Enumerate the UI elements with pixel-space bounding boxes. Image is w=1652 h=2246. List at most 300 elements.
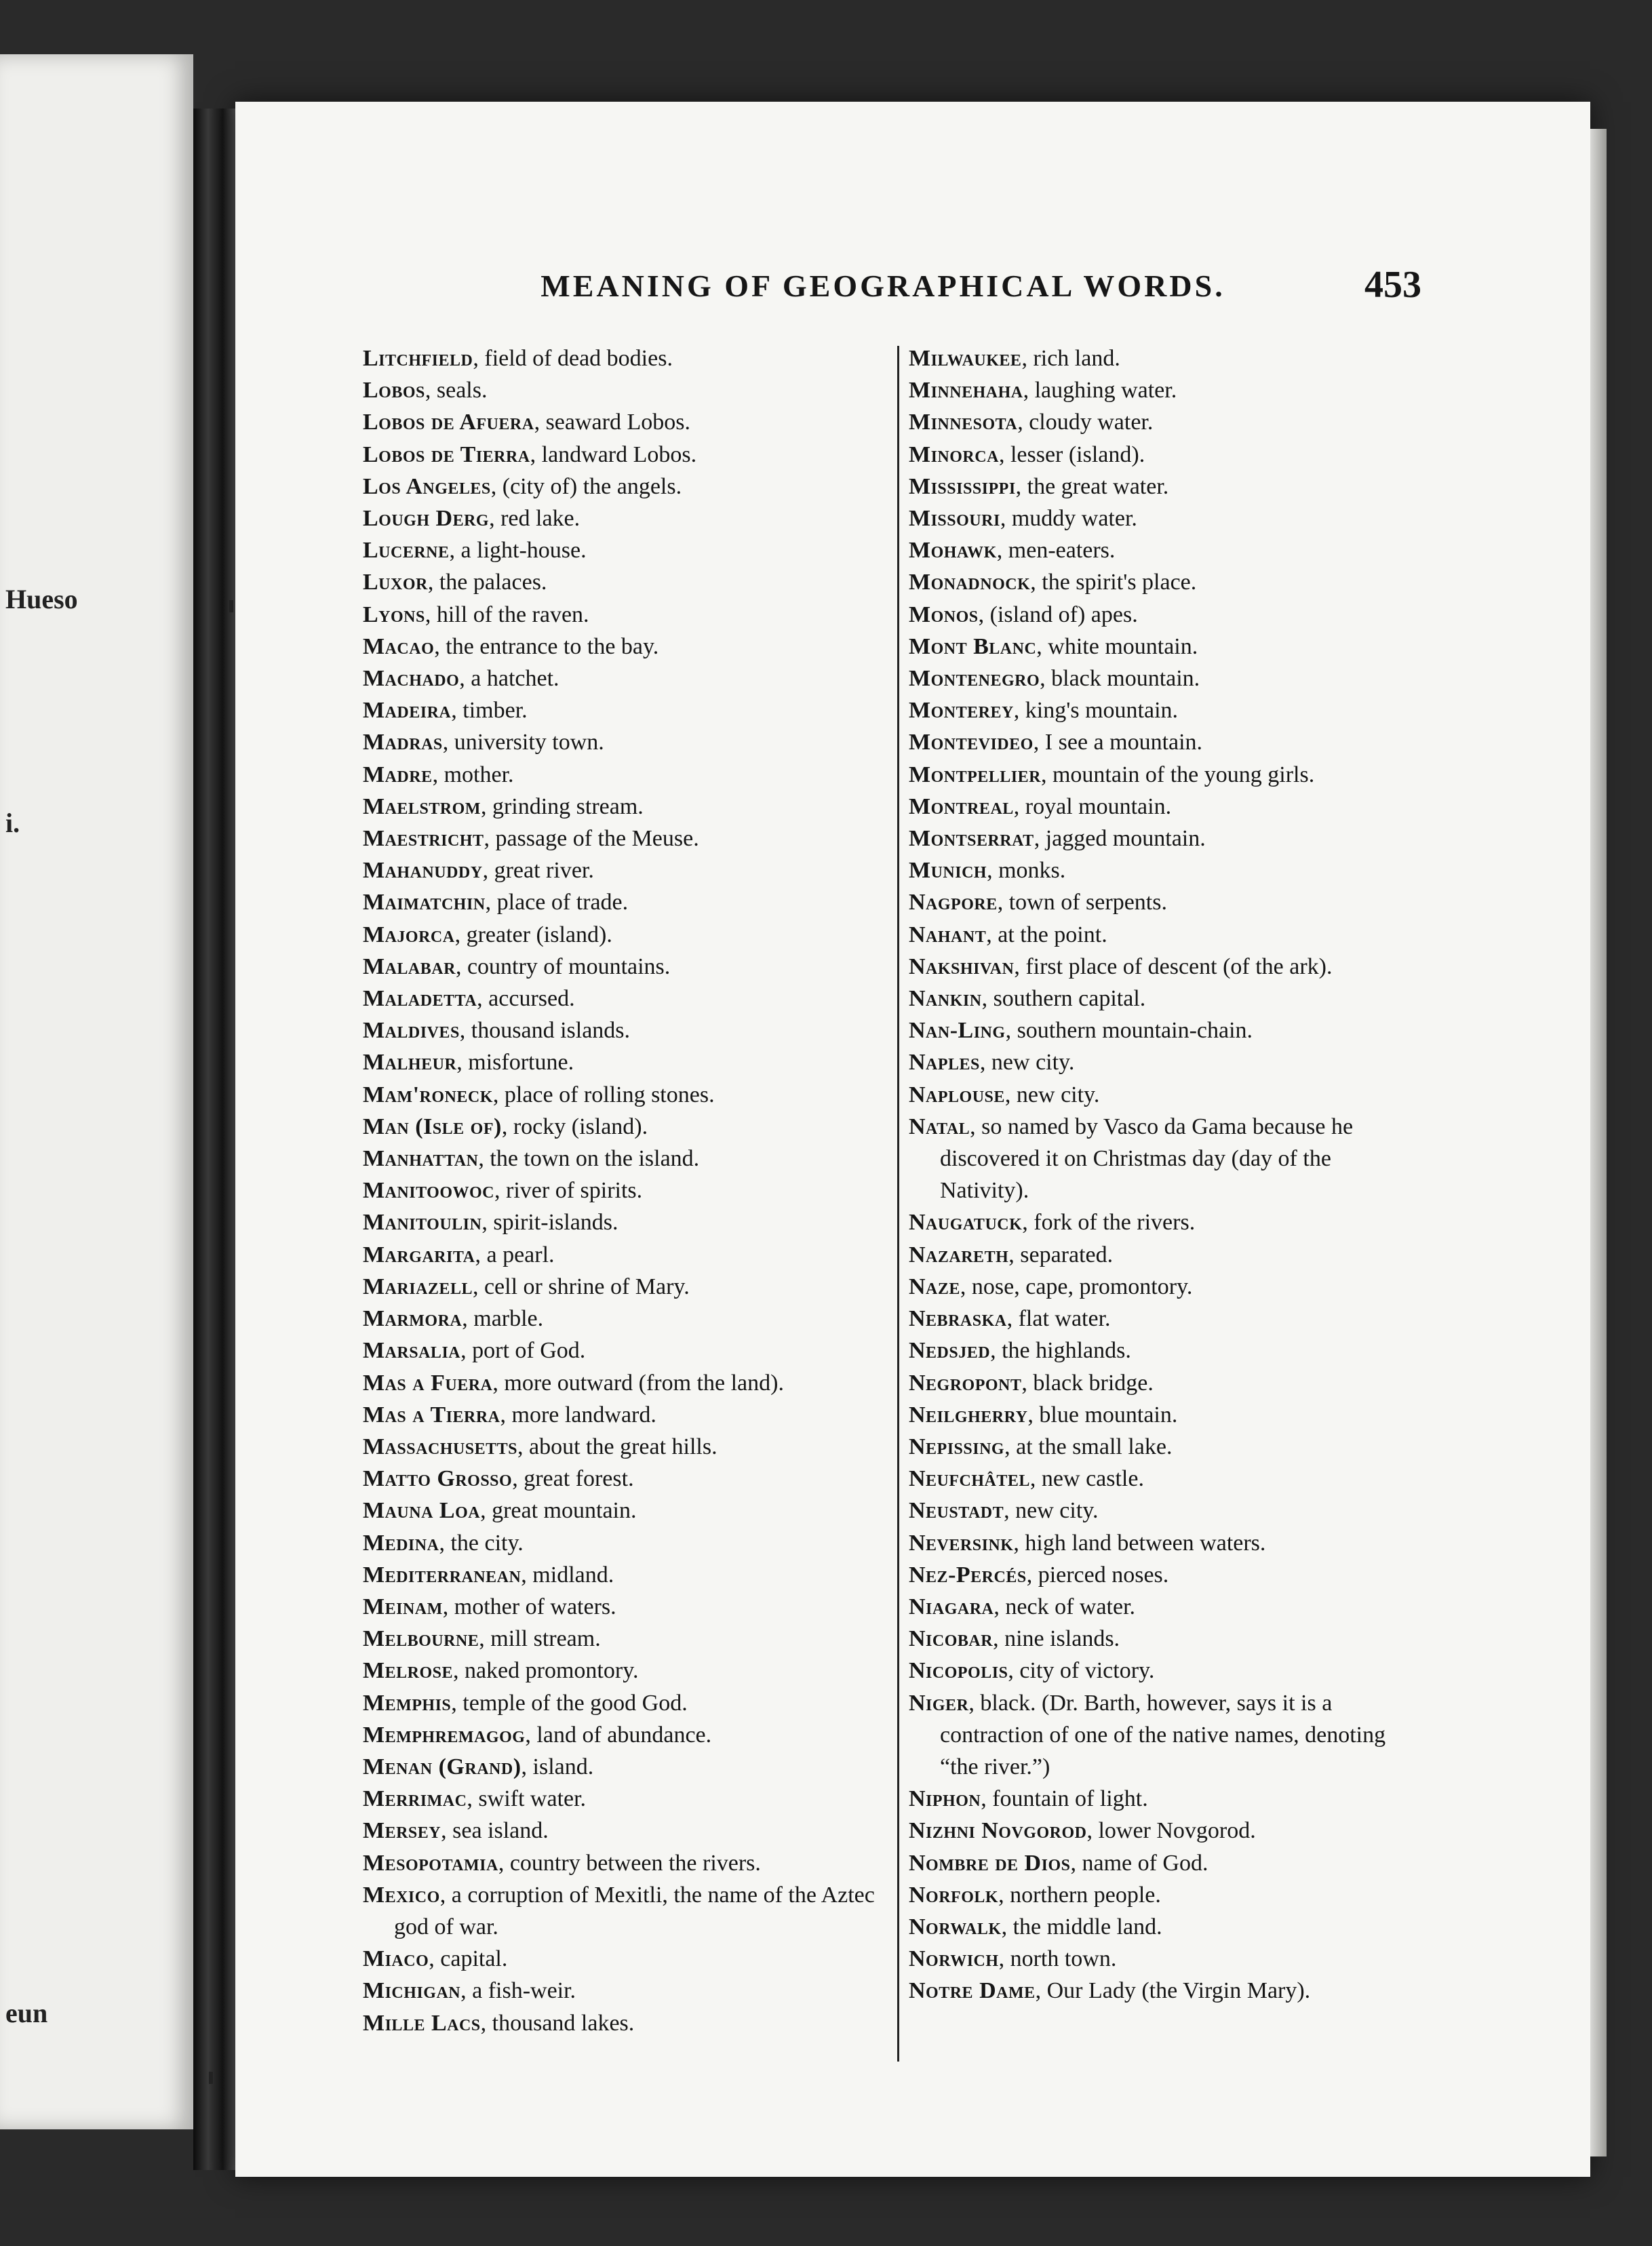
- entry-headword: Melbourne: [363, 1626, 479, 1652]
- entry-definition: , name of God.: [1070, 1850, 1208, 1876]
- entry-headword: Nepissing: [909, 1434, 1005, 1459]
- dictionary-entry: [363, 1975, 885, 2007]
- entry-headword: Niphon: [909, 1786, 981, 1812]
- entry-definition: , mother of waters.: [442, 1594, 616, 1619]
- dictionary-entry: [909, 854, 1424, 886]
- dictionary-entry: [909, 1559, 1424, 1591]
- entry-definition: , lesser (island).: [998, 441, 1145, 467]
- entry-definition: , laughing water.: [1023, 378, 1177, 403]
- column-divider: [897, 346, 899, 2062]
- entry-definition: , a fish-weir.: [460, 1978, 576, 2004]
- entry-headword: Minorca: [909, 441, 999, 467]
- entry-headword: Maimatchin: [363, 890, 486, 915]
- entry-headword: Mississippi: [909, 473, 1016, 499]
- entry-definition: , fountain of light.: [981, 1786, 1148, 1812]
- entry-definition: , I see a mountain.: [1033, 730, 1203, 755]
- dictionary-entry: [363, 1495, 885, 1526]
- entry-definition: , accursed.: [477, 986, 575, 1012]
- dictionary-entry: [363, 1591, 885, 1623]
- entry-definition: , king's mountain.: [1013, 698, 1179, 724]
- dictionary-entry: [909, 1111, 1424, 1207]
- entry-headword: Natal: [909, 1114, 970, 1139]
- entry-headword: Litchfield: [363, 346, 473, 371]
- entry-definition: , place of trade.: [485, 890, 629, 915]
- entry-headword: Missouri: [909, 506, 1000, 532]
- dictionary-entry: [909, 791, 1424, 823]
- dictionary-entry: [363, 1175, 885, 1206]
- dictionary-entry: [909, 823, 1424, 854]
- dictionary-entry: [909, 534, 1424, 566]
- entry-definition: , northern people.: [998, 1882, 1161, 1908]
- dictionary-entry: [909, 471, 1424, 503]
- entry-definition: , fork of the rivers.: [1022, 1210, 1196, 1236]
- dictionary-entry: [363, 1335, 885, 1366]
- entry-definition: , muddy water.: [1000, 506, 1137, 532]
- entry-definition: , black bridge.: [1021, 1370, 1154, 1396]
- entry-headword: Malheur: [363, 1050, 457, 1076]
- dictionary-entry: [909, 1463, 1424, 1495]
- dictionary-entry: [909, 919, 1424, 951]
- entry-headword: Monos: [909, 602, 979, 627]
- dictionary-entry: [909, 1206, 1424, 1238]
- dictionary-entry: [363, 406, 885, 438]
- previous-page-fragment: eun: [5, 1998, 48, 2028]
- dictionary-entry: [363, 1687, 885, 1719]
- entry-definition: , swift water.: [467, 1786, 587, 1812]
- entry-headword: Lough Derg: [363, 506, 490, 532]
- entry-headword: Mille Lacs: [363, 2010, 481, 2036]
- entry-definition: , the middle land.: [1001, 1914, 1162, 1939]
- entry-headword: Lobos de Afuera: [363, 410, 534, 435]
- dictionary-entry: [363, 886, 885, 918]
- dictionary-entry: [909, 694, 1424, 726]
- entry-definition: , midland.: [521, 1562, 614, 1588]
- dictionary-entry: [909, 1943, 1424, 1975]
- entry-headword: Madras: [363, 730, 443, 755]
- entry-headword: Nicobar: [909, 1626, 994, 1652]
- entry-headword: Margarita: [363, 1242, 475, 1267]
- entry-definition: , a pearl.: [475, 1242, 555, 1267]
- entry-definition: , about the great hills.: [517, 1434, 717, 1459]
- entry-headword: Nankin: [909, 986, 982, 1012]
- entry-headword: Manhattan: [363, 1146, 479, 1172]
- entry-headword: Los Angeles: [363, 473, 491, 499]
- entry-definition: , university town.: [442, 730, 604, 755]
- entry-headword: Nahant: [909, 922, 987, 947]
- dictionary-entry: [363, 1303, 885, 1335]
- dictionary-entry: [909, 503, 1424, 534]
- dictionary-entry: [363, 1399, 885, 1431]
- entry-definition: , spirit-islands.: [481, 1210, 618, 1236]
- entry-headword: Niagara: [909, 1594, 994, 1619]
- previous-page-fragment: i.: [5, 808, 20, 838]
- entry-headword: Maestricht: [363, 826, 484, 852]
- entry-definition: , landward Lobos.: [530, 441, 697, 467]
- entry-headword: Mediterranean: [363, 1562, 522, 1588]
- entry-definition: , cloudy water.: [1017, 410, 1154, 435]
- entry-definition: , first place of descent (of the ark).: [1014, 953, 1333, 979]
- entry-definition: , new city.: [979, 1050, 1075, 1076]
- entry-headword: Mas a Tierra: [363, 1402, 500, 1427]
- entry-definition: , river of spirits.: [494, 1178, 643, 1204]
- entry-headword: Mahanuddy: [363, 858, 483, 884]
- entry-definition: , at the point.: [986, 922, 1107, 947]
- entry-headword: Lobos: [363, 378, 425, 403]
- entry-headword: Nagpore: [909, 890, 998, 915]
- dictionary-entry: [363, 694, 885, 726]
- entry-headword: Neversink: [909, 1530, 1014, 1556]
- entry-definition: , Our Lady (the Virgin Mary).: [1035, 1978, 1311, 2004]
- entry-headword: Neufchâtel: [909, 1466, 1030, 1492]
- dictionary-entry: [363, 1206, 885, 1238]
- entry-definition: , more outward (from the land).: [492, 1370, 784, 1396]
- entry-definition: , rocky (island).: [501, 1114, 648, 1139]
- entry-definition: , timber.: [451, 698, 528, 724]
- entry-headword: Munich: [909, 858, 987, 884]
- entry-definition: , the town on the island.: [478, 1146, 700, 1172]
- entry-headword: Madre: [363, 762, 433, 787]
- entry-headword: Madeira: [363, 698, 452, 724]
- gutter-mark: [229, 600, 233, 612]
- dictionary-entry: [363, 1879, 885, 1943]
- entry-definition: , so named by Vasco da Gama because he discovered it on Christmas day (day of the Nativity).: [940, 1114, 1354, 1204]
- dictionary-entry: [363, 1046, 885, 1078]
- dictionary-entry: [909, 1399, 1424, 1431]
- entry-definition: , new castle.: [1029, 1466, 1144, 1492]
- entry-definition: , the city.: [439, 1530, 524, 1556]
- dictionary-entry: [909, 1014, 1424, 1046]
- dictionary-entry: [363, 1815, 885, 1847]
- entry-definition: , town of serpents.: [997, 890, 1167, 915]
- entry-headword: Lobos de Tierra: [363, 441, 530, 467]
- entry-headword: Memphremagog: [363, 1722, 526, 1748]
- dictionary-entry: [909, 1335, 1424, 1366]
- dictionary-entry: [363, 983, 885, 1014]
- entry-headword: Marmora: [363, 1306, 463, 1332]
- entry-definition: , field of dead bodies.: [473, 346, 673, 371]
- entry-definition: , new city.: [1004, 1082, 1100, 1107]
- dictionary-entry: [909, 1687, 1424, 1784]
- entry-headword: Medina: [363, 1530, 439, 1556]
- entry-definition: , royal mountain.: [1013, 793, 1172, 819]
- entry-headword: Meinam: [363, 1594, 443, 1619]
- previous-page: [0, 54, 193, 2129]
- dictionary-entry: [909, 983, 1424, 1014]
- entry-definition: , country of mountains.: [455, 953, 671, 979]
- entry-definition: , the palaces.: [427, 570, 547, 595]
- entry-headword: Manitoowoc: [363, 1178, 495, 1204]
- dictionary-entry: [909, 1271, 1424, 1303]
- entry-definition: , city of victory.: [1008, 1658, 1155, 1684]
- entry-headword: Majorca: [363, 922, 455, 947]
- entry-headword: Niger: [909, 1690, 969, 1716]
- entry-definition: , black. (Dr. Barth, however, says it is a contraction of one of the native names, denoting “the river.”): [940, 1690, 1386, 1779]
- entry-definition: , greater (island).: [454, 922, 612, 947]
- entry-headword: Melrose: [363, 1658, 453, 1684]
- running-head: MEANING OF GEOGRAPHICAL WORDS.: [540, 269, 1225, 303]
- page-edge: [1590, 129, 1607, 2156]
- dictionary-entry: [909, 663, 1424, 694]
- entry-headword: Nan-Ling: [909, 1018, 1006, 1044]
- dictionary-entry: [363, 1719, 885, 1751]
- entry-headword: Mexico: [363, 1882, 440, 1908]
- dictionary-entry: [909, 1303, 1424, 1335]
- entry-definition: , the highlands.: [990, 1338, 1131, 1364]
- dictionary-entry: [909, 1975, 1424, 2007]
- entry-definition: , hill of the raven.: [425, 602, 589, 627]
- dictionary-entry: [363, 1367, 885, 1399]
- entry-headword: Machado: [363, 666, 460, 692]
- entry-definition: , more landward.: [500, 1402, 656, 1427]
- entry-headword: Marsalia: [363, 1338, 461, 1364]
- dictionary-entry: [909, 342, 1424, 374]
- entry-headword: Nedsjed: [909, 1338, 991, 1364]
- dictionary-entry: [909, 1591, 1424, 1623]
- entry-definition: , high land between waters.: [1013, 1530, 1266, 1556]
- entry-definition: , flat water.: [1006, 1306, 1111, 1332]
- entry-headword: Nebraska: [909, 1306, 1007, 1332]
- entry-headword: Mam'roneck: [363, 1082, 493, 1107]
- right-column: [909, 342, 1424, 2007]
- entry-headword: Negropont: [909, 1370, 1022, 1396]
- entry-definition: , blue mountain.: [1027, 1402, 1178, 1427]
- entry-headword: Monterey: [909, 698, 1014, 724]
- entry-definition: , country between the rivers.: [498, 1850, 761, 1876]
- entry-headword: Norwich: [909, 1946, 999, 1972]
- dictionary-entry: [363, 1143, 885, 1175]
- entry-headword: Maladetta: [363, 986, 477, 1012]
- entry-headword: Massachusetts: [363, 1434, 518, 1459]
- dictionary-entry: [363, 823, 885, 854]
- entry-definition: , southern mountain-chain.: [1005, 1018, 1253, 1044]
- entry-definition: , white mountain.: [1036, 633, 1198, 659]
- dictionary-entry: [909, 1815, 1424, 1847]
- entry-headword: Mariazell: [363, 1274, 473, 1299]
- dictionary-entry: [363, 1559, 885, 1591]
- entry-definition: , a corruption of Mexitli, the name of the Aztec god of war.: [394, 1882, 875, 1939]
- entry-headword: Malabar: [363, 953, 456, 979]
- dictionary-entry: [909, 406, 1424, 438]
- entry-definition: , pierced noses.: [1026, 1562, 1169, 1588]
- entry-definition: , naked promontory.: [452, 1658, 639, 1684]
- dictionary-entry: [909, 1239, 1424, 1271]
- entry-definition: , marble.: [462, 1306, 544, 1332]
- entry-headword: Montserrat: [909, 826, 1034, 852]
- dictionary-entry: [363, 663, 885, 694]
- entry-definition: , monks.: [987, 858, 1066, 884]
- dictionary-entry: [909, 1847, 1424, 1879]
- dictionary-entry: [909, 1655, 1424, 1687]
- entry-definition: , great river.: [482, 858, 594, 884]
- dictionary-entry: [909, 374, 1424, 406]
- entry-headword: Luxor: [363, 570, 428, 595]
- entry-definition: , port of God.: [460, 1338, 586, 1364]
- entry-definition: , thousand islands.: [459, 1018, 631, 1044]
- dictionary-entry: [363, 854, 885, 886]
- dictionary-entry: [363, 599, 885, 631]
- gutter-mark: [209, 2072, 213, 2084]
- entry-definition: , thousand lakes.: [480, 2010, 635, 2036]
- dictionary-entry: [909, 951, 1424, 983]
- entry-definition: , nine islands.: [993, 1626, 1120, 1652]
- entry-definition: , the great water.: [1015, 473, 1169, 499]
- entry-definition: , mill stream.: [479, 1626, 601, 1652]
- dictionary-entry: [909, 1495, 1424, 1526]
- entry-headword: Matto Grosso: [363, 1466, 513, 1492]
- entry-definition: , black mountain.: [1040, 666, 1200, 692]
- dictionary-entry: [909, 631, 1424, 663]
- dictionary-entry: [363, 759, 885, 791]
- entry-headword: Memphis: [363, 1690, 452, 1716]
- entry-definition: , capital.: [429, 1946, 508, 1972]
- dictionary-entry: [363, 503, 885, 534]
- dictionary-entry: [909, 599, 1424, 631]
- entry-definition: , the spirit's place.: [1030, 570, 1197, 595]
- dictionary-entry: [363, 1079, 885, 1111]
- entry-headword: Nicopolis: [909, 1658, 1008, 1684]
- entry-headword: Minnesota: [909, 410, 1018, 435]
- entry-headword: Nombre de Dios: [909, 1850, 1071, 1876]
- dictionary-entry: [909, 1911, 1424, 1943]
- entry-headword: Maelstrom: [363, 793, 481, 819]
- dictionary-entry: [909, 886, 1424, 918]
- dictionary-entry: [909, 1527, 1424, 1559]
- entry-headword: Miaco: [363, 1946, 429, 1972]
- dictionary-entry: [363, 439, 885, 471]
- entry-headword: Michigan: [363, 1978, 461, 2004]
- entry-definition: , separated.: [1008, 1242, 1114, 1267]
- entry-headword: Montevideo: [909, 730, 1034, 755]
- dictionary-entry: [363, 1014, 885, 1046]
- entry-definition: , land of abundance.: [525, 1722, 712, 1748]
- entry-definition: , new city.: [1004, 1498, 1099, 1524]
- dictionary-entry: [363, 1783, 885, 1815]
- dictionary-entry: [363, 1623, 885, 1655]
- dictionary-entry: [909, 1431, 1424, 1463]
- entry-headword: Man (Isle of): [363, 1114, 502, 1139]
- entry-headword: Montreal: [909, 793, 1014, 819]
- entry-definition: , red lake.: [489, 506, 581, 532]
- entry-definition: , (city of) the angels.: [490, 473, 682, 499]
- entry-definition: , great mountain.: [480, 1498, 637, 1524]
- book-gutter: [193, 109, 235, 2170]
- entry-headword: Mohawk: [909, 538, 997, 564]
- dictionary-entry: [909, 1046, 1424, 1078]
- dictionary-entry: [363, 951, 885, 983]
- dictionary-entry: [909, 1623, 1424, 1655]
- dictionary-entry: [909, 566, 1424, 598]
- dictionary-entry: [363, 342, 885, 374]
- entry-definition: , seaward Lobos.: [534, 410, 690, 435]
- dictionary-entry: [909, 1079, 1424, 1111]
- entry-definition: , seals.: [425, 378, 488, 403]
- entry-headword: Macao: [363, 633, 435, 659]
- left-column: [363, 342, 885, 2039]
- dictionary-entry: [909, 1367, 1424, 1399]
- dictionary-entry: [363, 1655, 885, 1687]
- entry-definition: , misfortune.: [456, 1050, 574, 1076]
- entry-headword: Mauna Loa: [363, 1498, 481, 1524]
- entry-headword: Norwalk: [909, 1914, 1002, 1939]
- entry-headword: Merrimac: [363, 1786, 467, 1812]
- entry-headword: Mersey: [363, 1818, 441, 1844]
- dictionary-entry: [909, 1783, 1424, 1815]
- dictionary-entry: [363, 1111, 885, 1143]
- dictionary-entry: [363, 1239, 885, 1271]
- dictionary-entry: [363, 726, 885, 758]
- entry-definition: , mountain of the young girls.: [1040, 762, 1315, 787]
- entry-headword: Lucerne: [363, 538, 450, 564]
- entry-headword: Lyons: [363, 602, 425, 627]
- entry-headword: Naplouse: [909, 1082, 1005, 1107]
- entry-headword: Naze: [909, 1274, 960, 1299]
- entry-headword: Notre Dame: [909, 1978, 1036, 2004]
- entry-definition: , jagged mountain.: [1034, 826, 1206, 852]
- dictionary-entry: [363, 631, 885, 663]
- entry-definition: , (island of) apes.: [978, 602, 1138, 627]
- dictionary-entry: [363, 374, 885, 406]
- dictionary-entry: [363, 1431, 885, 1463]
- entry-headword: Montenegro: [909, 666, 1040, 692]
- previous-page-fragment: Hueso: [5, 584, 78, 614]
- entry-headword: Nizhni Novgorod: [909, 1818, 1087, 1844]
- dictionary-entry: [363, 919, 885, 951]
- entry-definition: , neck of water.: [994, 1594, 1136, 1619]
- entry-headword: Menan (Grand): [363, 1754, 522, 1779]
- dictionary-entry: [363, 566, 885, 598]
- dictionary-entry: [363, 1271, 885, 1303]
- entry-definition: , at the small lake.: [1004, 1434, 1173, 1459]
- entry-headword: Mont Blanc: [909, 633, 1037, 659]
- entry-headword: Naples: [909, 1050, 980, 1076]
- entry-headword: Monadnock: [909, 570, 1031, 595]
- page-number: 453: [1364, 264, 1421, 306]
- dictionary-entry: [363, 1527, 885, 1559]
- entry-definition: , sea island.: [441, 1818, 549, 1844]
- dictionary-entry: [363, 791, 885, 823]
- entry-headword: Milwaukee: [909, 346, 1022, 371]
- dictionary-entry: [363, 1847, 885, 1879]
- entry-definition: , a hatchet.: [459, 666, 559, 692]
- dictionary-entry: [909, 759, 1424, 791]
- entry-definition: , mother.: [432, 762, 514, 787]
- dictionary-entry: [909, 726, 1424, 758]
- entry-definition: , the entrance to the bay.: [434, 633, 659, 659]
- entry-headword: Neustadt: [909, 1498, 1004, 1524]
- entry-definition: , men-eaters.: [996, 538, 1116, 564]
- dictionary-entry: [363, 1463, 885, 1495]
- dictionary-entry: [909, 1879, 1424, 1911]
- dictionary-entry: [363, 1943, 885, 1975]
- entry-definition: , southern capital.: [981, 986, 1146, 1012]
- entry-definition: , nose, cape, promontory.: [960, 1274, 1193, 1299]
- entry-definition: , rich land.: [1021, 346, 1120, 371]
- entry-headword: Maldives: [363, 1018, 460, 1044]
- dictionary-entry: [363, 471, 885, 503]
- dictionary-entry: [363, 534, 885, 566]
- entry-headword: Mesopotamia: [363, 1850, 498, 1876]
- entry-headword: Mas a Fuera: [363, 1370, 493, 1396]
- entry-definition: , place of rolling stones.: [492, 1082, 715, 1107]
- entry-definition: , cell or shrine of Mary.: [472, 1274, 690, 1299]
- entry-definition: , island.: [521, 1754, 594, 1779]
- entry-headword: Montpellier: [909, 762, 1041, 787]
- entry-headword: Minnehaha: [909, 378, 1023, 403]
- entry-headword: Neilgherry: [909, 1402, 1028, 1427]
- dictionary-entry: [909, 439, 1424, 471]
- entry-definition: , passage of the Meuse.: [484, 826, 699, 852]
- entry-definition: , temple of the good God.: [451, 1690, 688, 1716]
